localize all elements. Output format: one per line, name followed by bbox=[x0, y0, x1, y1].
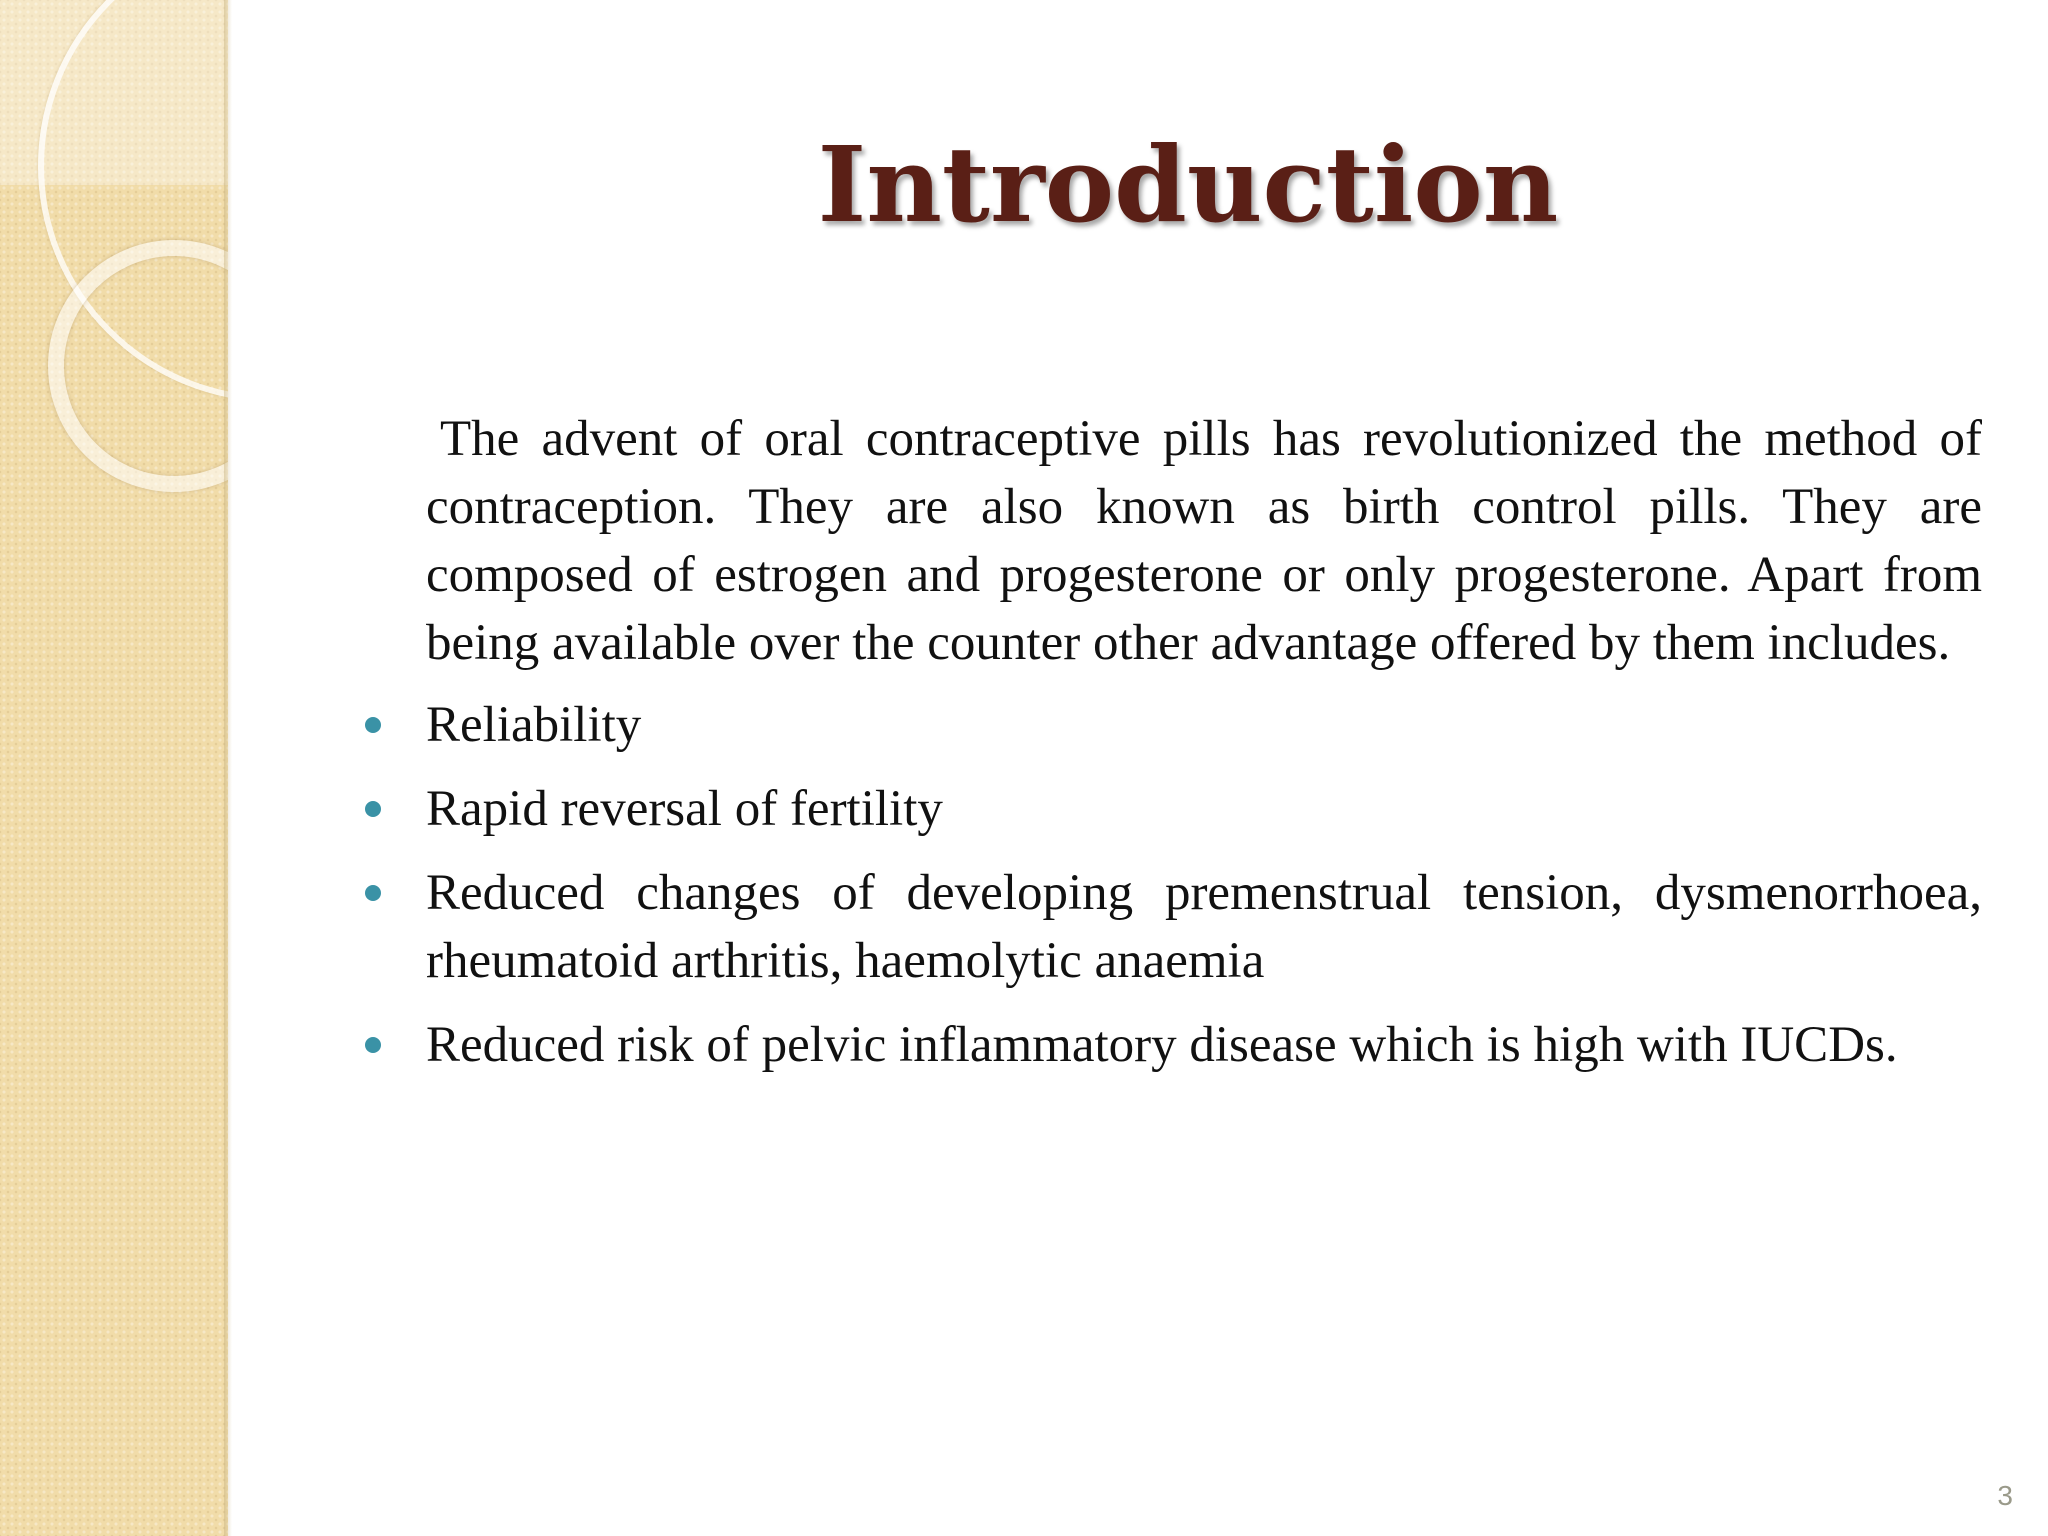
bullet-dot-icon bbox=[365, 885, 381, 901]
slide-title: Introduction bbox=[817, 123, 1559, 246]
bullet-dot-icon bbox=[365, 717, 381, 733]
bullet-dot-icon bbox=[365, 1037, 381, 1053]
slide-content bbox=[426, 405, 1982, 1095]
intro-paragraph: The advent of oral contraceptive pills has revolutionized the method of contraception. They are also known as birth control pills. They are composed of estrogen and progesterone or only progesterone. Apart from being available over the counter other advantage offered by them includes. bbox=[426, 411, 1982, 671]
page-number: 3 bbox=[1997, 1480, 2013, 1511]
decorative-side-band bbox=[0, 0, 228, 1536]
list-item-text: Rapid reversal of fertility bbox=[426, 781, 943, 837]
list-item bbox=[426, 859, 1982, 995]
advantages-list bbox=[426, 691, 1982, 1079]
list-item-text: Reliability bbox=[426, 697, 642, 753]
list-item-text: Reduced risk of pelvic inflammatory disease which is high with IUCDs. bbox=[426, 1017, 1898, 1073]
list-item bbox=[426, 691, 1982, 759]
list-item bbox=[426, 1011, 1982, 1079]
bullet-dot-icon bbox=[365, 801, 381, 817]
list-item-text: Reduced changes of developing premenstrual tension, dysmenorrhoea, rheumatoid arthritis, haemolytic anaemia bbox=[426, 865, 1982, 989]
list-item bbox=[426, 775, 1982, 843]
